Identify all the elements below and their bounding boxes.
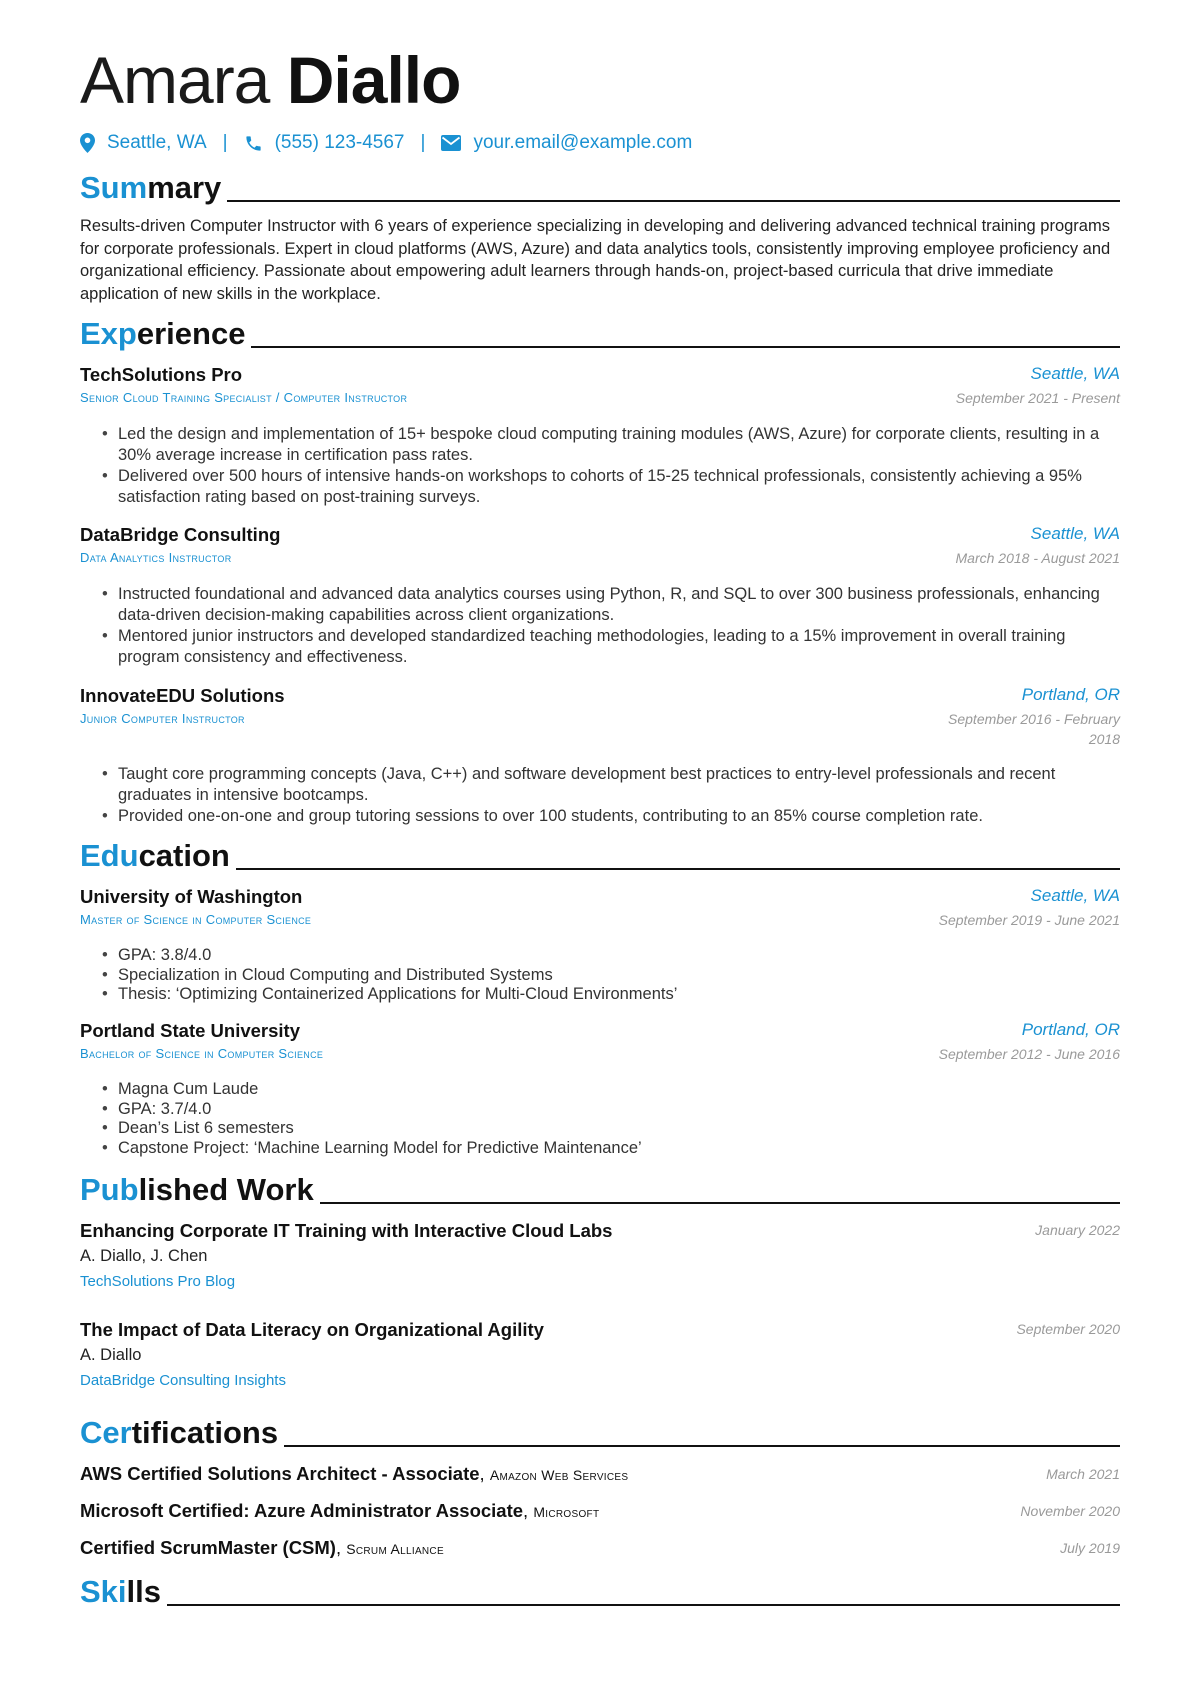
education-bullets — [102, 946, 1120, 1005]
degree: Master of Science in Computer Science — [80, 912, 312, 927]
job-location: Seattle, WA — [1030, 364, 1120, 383]
certification-issuer: Microsoft — [533, 1504, 600, 1520]
school-dates: September 2012 - June 2016 — [938, 1046, 1120, 1062]
heading-rest: lished Work — [138, 1172, 314, 1207]
location-text: Seattle, WA — [107, 132, 207, 153]
list-item: • Provided one-on-one and group tutoring sessions to over 100 students, contributing to an 85% course completion rate. — [102, 806, 1120, 827]
heading-rest: cation — [138, 838, 230, 873]
publication-venue[interactable]: DataBridge Consulting Insights — [80, 1372, 286, 1389]
heading-accent: Pub — [80, 1172, 139, 1207]
job-company: DataBridge Consulting — [80, 524, 281, 545]
envelope-icon — [441, 135, 461, 151]
heading-accent: Sum — [80, 170, 148, 205]
list-item: • Specialization in Cloud Computing and Distributed Systems — [102, 966, 1120, 986]
job-bullets — [102, 764, 1120, 827]
list-item: • Dean’s List 6 semesters — [102, 1119, 1120, 1139]
list-item: • GPA: 3.8/4.0 — [102, 946, 1120, 966]
list-item: • Instructed foundational and advanced data analytics courses using Python, R, and SQL to over 300 business professionals, enhancing data-driven decision-making capabilities across client organizations. — [102, 584, 1120, 626]
heading-rule — [251, 346, 1120, 348]
heading-rule — [167, 1604, 1120, 1606]
heading-accent: Exp — [80, 316, 137, 351]
summary-text: Results-driven Computer Instructor with 6 years of experience specializing in developing and delivering advanced technical training programs for corporate professionals. Expert in cloud platforms (AWS, Azure) and data analytics tools, consistently improving employee proficiency and organizational efficiency. Passionate about empowering adult learners through hands-on, project-based curricula that drive immediate application of new skills in the workplace. — [80, 217, 1111, 303]
job-dates: September 2021 - Present — [955, 390, 1120, 406]
heading-accent: Edu — [80, 838, 139, 873]
degree: Bachelor of Science in Computer Science — [80, 1046, 324, 1061]
certification-item: Microsoft Certified: Azure Administrator Associate, Microsoft — [80, 1500, 600, 1521]
list-item: • Mentored junior instructors and developed standardized teaching methodologies, leading to a 15% improvement in overall training program consistency and effectiveness. — [102, 626, 1120, 668]
job-company: InnovateEDU Solutions — [80, 685, 285, 706]
certification-date: July 2019 — [1060, 1540, 1120, 1556]
job-bullets — [102, 584, 1120, 668]
certification-name: AWS Certified Solutions Architect - Associate — [80, 1463, 480, 1484]
first-name: Amara — [80, 43, 270, 117]
job-dates: March 2018 - August 2021 — [955, 550, 1120, 566]
job-location: Portland, OR — [1021, 685, 1120, 704]
heading-rest: tifications — [131, 1415, 279, 1450]
job-location: Seattle, WA — [1030, 524, 1120, 543]
heading-rest: erience — [136, 316, 246, 351]
section-heading-skills — [80, 1574, 1120, 1610]
job-company: TechSolutions Pro — [80, 364, 243, 385]
list-item: • Led the design and implementation of 15+ bespoke cloud computing training modules (AWS, Azure) for corporate clients, resulting in a 30% average increase in certification pass rates. — [102, 424, 1120, 466]
publication-title: The Impact of Data Literacy on Organizational Agility — [80, 1319, 544, 1340]
contact-bar — [80, 132, 692, 154]
education-bullets — [102, 1080, 1120, 1158]
school-dates: September 2019 - June 2021 — [938, 912, 1120, 928]
publication-title: Enhancing Corporate IT Training with Interactive Cloud Labs — [80, 1220, 613, 1241]
job-dates: September 2016 - February 2018 — [948, 711, 1120, 747]
job-role: Data Analytics Instructor — [80, 550, 232, 565]
certification-name: Microsoft Certified: Azure Administrator Associate — [80, 1500, 524, 1521]
job-bullets — [102, 424, 1120, 508]
school-name: Portland State University — [80, 1020, 301, 1041]
certification-issuer: Amazon Web Services — [489, 1467, 629, 1483]
certification-issuer: Scrum Alliance — [346, 1541, 444, 1557]
heading-rest: mary — [147, 170, 222, 205]
section-heading-summary — [80, 170, 1120, 206]
heading-rule — [320, 1202, 1120, 1204]
school-name: University of Washington — [80, 886, 303, 907]
job-role: Senior Cloud Training Specialist / Computer Instructor — [80, 390, 408, 405]
list-item: • GPA: 3.7/4.0 — [102, 1100, 1120, 1120]
publication-authors: A. Diallo, J. Chen — [80, 1247, 208, 1265]
job-role: Junior Computer Instructor — [80, 711, 245, 726]
email-link[interactable]: your.email@example.com — [473, 132, 693, 153]
list-item: • Capstone Project: ‘Machine Learning Model for Predictive Maintenance’ — [102, 1139, 1120, 1159]
list-item: • Thesis: ‘Optimizing Containerized Applications for Multi-Cloud Environments’ — [102, 985, 1120, 1005]
separator: | — [420, 132, 426, 153]
candidate-name — [80, 44, 460, 116]
heading-rule — [284, 1445, 1120, 1447]
section-heading-experience — [80, 316, 1120, 352]
list-item: • Taught core programming concepts (Java, C++) and software development best practices to entry-level professionals and recent graduates in intensive bootcamps. — [102, 764, 1120, 806]
heading-rule — [227, 200, 1120, 202]
publication-date: January 2022 — [1035, 1222, 1120, 1238]
list-item: • Delivered over 500 hours of intensive hands-on workshops to cohorts of 15-25 technical professionals, consistently achieving a 95% satisfaction rating based on post-training surveys. — [102, 466, 1120, 508]
certification-item: Certified ScrumMaster (CSM), Scrum Alliance — [80, 1537, 444, 1558]
school-location: Seattle, WA — [1030, 886, 1120, 905]
publication-date: September 2020 — [1016, 1321, 1120, 1337]
publication-venue[interactable]: TechSolutions Pro Blog — [80, 1273, 236, 1290]
phone-text[interactable]: (555) 123-4567 — [274, 132, 405, 153]
last-name: Diallo — [286, 43, 461, 117]
certification-item: AWS Certified Solutions Architect - Associate, Amazon Web Services — [80, 1463, 629, 1484]
phone-icon — [244, 134, 263, 153]
certification-date: November 2020 — [1020, 1503, 1120, 1519]
section-heading-education — [80, 838, 1120, 874]
list-item: • Magna Cum Laude — [102, 1080, 1120, 1100]
separator: | — [222, 132, 228, 153]
heading-accent: Ski — [80, 1574, 127, 1609]
map-pin-icon — [80, 133, 95, 153]
certification-name: Certified ScrumMaster (CSM) — [80, 1537, 336, 1558]
section-heading-certifications — [80, 1415, 1120, 1451]
school-location: Portland, OR — [1021, 1020, 1120, 1039]
publication-authors: A. Diallo — [80, 1346, 142, 1364]
section-heading-published-work — [80, 1172, 1120, 1208]
heading-rule — [236, 868, 1120, 870]
certification-date: March 2021 — [1046, 1466, 1120, 1482]
heading-rest: lls — [126, 1574, 161, 1609]
heading-accent: Cer — [80, 1415, 132, 1450]
